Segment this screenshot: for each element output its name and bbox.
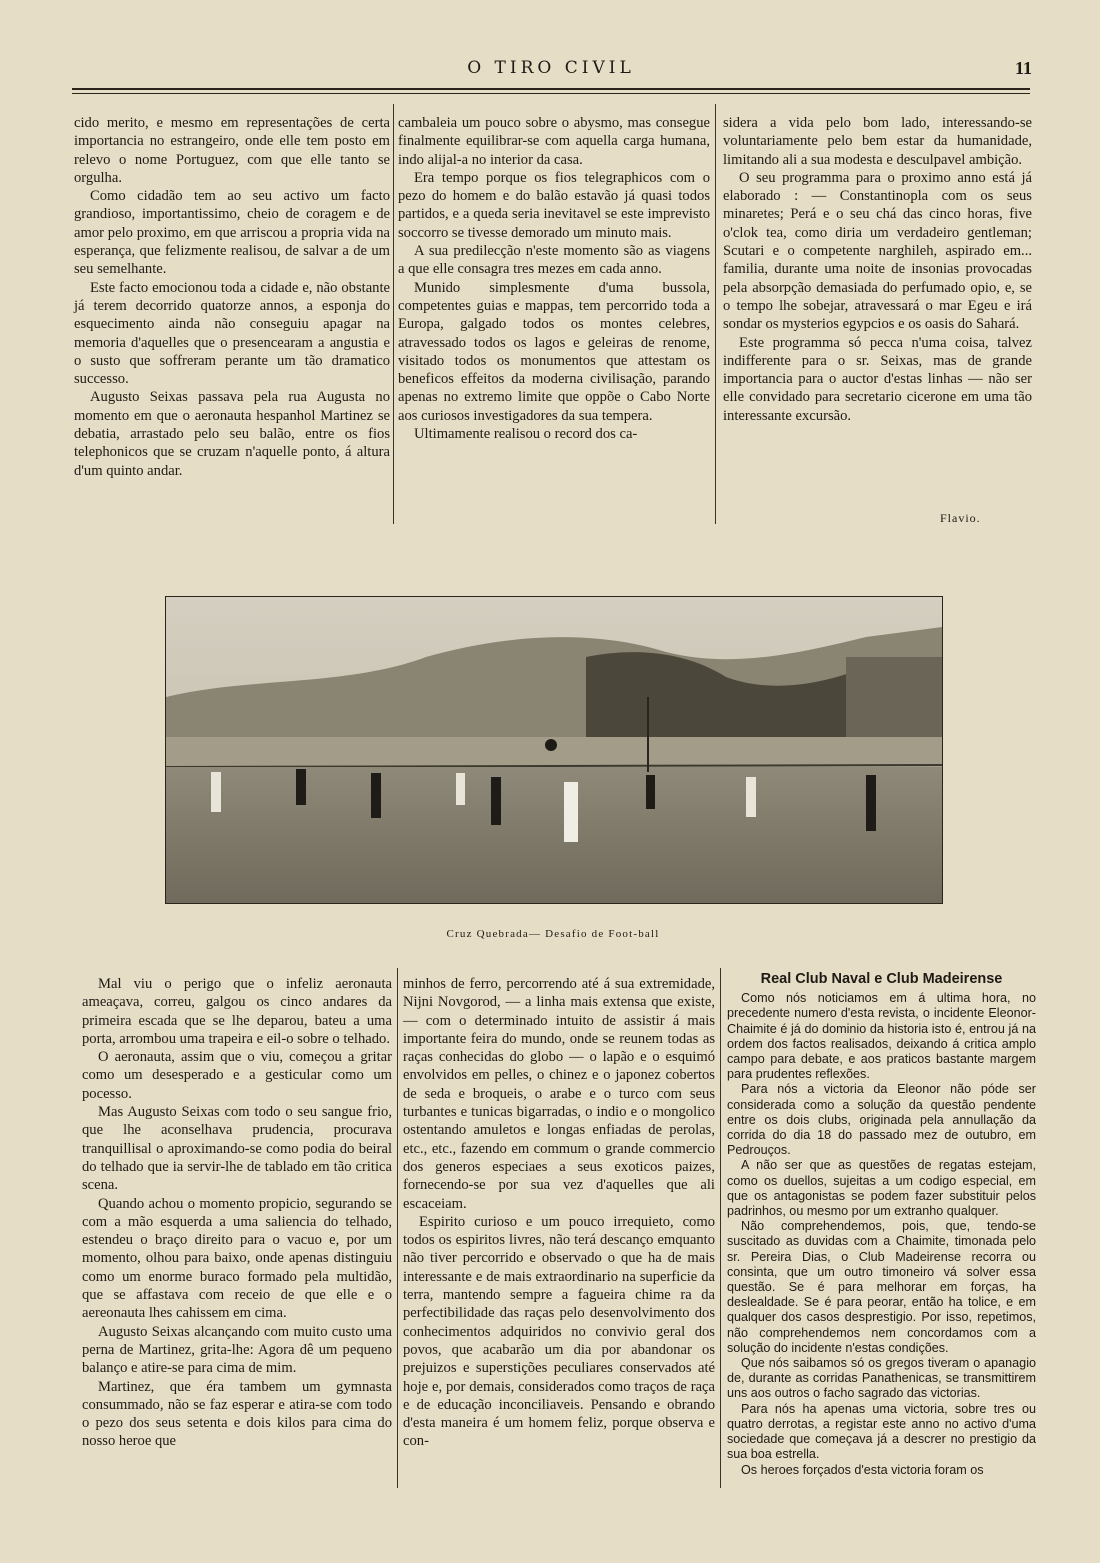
paragraph: O aeronauta, assim que o viu, começou a gritar como um desesperado e a gesticular como um pocesso. — [82, 1049, 392, 1102]
paragraph: Era tempo porque os fios telegraphicos com o pezo do homem e do balão estavão já quasi todos partidos, e a queda seria inevitavel se este imprevisto soccorro se tivesse demorado um minuto mais. — [398, 169, 710, 241]
page-number: 11 — [1014, 58, 1032, 78]
bottom-column-2 — [403, 975, 715, 1451]
paragraph: sidera a vida pelo bom lado, interessando-se voluntariamente pelo bem estar da humanidade, limitando ali a sua modesta e desculpavel ambição. — [723, 115, 1032, 168]
paragraph: Mas Augusto Seixas com todo o seu sangue frio, que lhe aconselhava prudencia, procurava tranquillisal o aproximando-se como podia do beiral do telhado que ia servir-lhe de tablado em tão critica scena. — [82, 1104, 392, 1194]
paragraph: Mal viu o perigo que o infeliz aeronauta ameaçava, correu, galgou os cinco andares da primeira escada que se lhe deparou, bateu a uma porta, arrombou uma trapeira e eil-o sobre o telhado. — [82, 976, 392, 1047]
bottom-column-1 — [82, 975, 392, 1451]
paragraph: Munido simplesmente d'uma bussola, competentes guias e mappas, tem percorrido toda a Europa, galgado todos os montes celebres, atravessado todos os lagos e geleiras de renome, visitado todos os monumentos que attestam os beneficos effeitos da moderna civilisação, parando apenas no extremo limite que oppõe o Cabo Norte aos curiosos investigadores da sua tempera. — [398, 279, 710, 424]
section-heading: Real Club Naval e Club Madeirense — [760, 971, 1003, 987]
running-title: O TIRO CIVIL — [467, 58, 635, 78]
paragraph: Os heroes forçados d'esta victoria foram os — [741, 1462, 984, 1477]
column-divider — [397, 968, 398, 1488]
running-header — [70, 52, 1032, 82]
top-column-2 — [398, 114, 710, 443]
header-rule-thick — [72, 88, 1030, 90]
paragraph: A sua predilecção n'este momento são as viagens a que elle consagra tres mezes em cada anno. — [398, 243, 710, 278]
football-match-photo — [165, 596, 943, 904]
paragraph: Martinez, que éra tambem um gymnasta consummado, não se faz esperar e atira-se com todo o pezo dos seus setenta e dois kilos para cima do nosso heroe que — [82, 1378, 392, 1450]
photo-illustration — [166, 597, 942, 903]
paragraph: cido merito, e mesmo em representações de certa importancia no estrangeiro, onde elle tem posto em relevo o nome Portuguez, com que elle tanto se orgulha. — [74, 115, 390, 186]
top-column-1 — [74, 114, 390, 480]
paragraph: Para nós a victoria da Eleonor não póde ser considerada como a solução da questão pendente entre os dois clubs, originada pela annullação da corrida do dia 18 do passado mez de outubro, em Pedrouços. — [727, 1082, 1036, 1158]
header-rule-thin — [72, 93, 1030, 94]
author-signature: Flavio. — [940, 511, 981, 525]
paragraph: A não ser que as questões de regatas estejam, como os duellos, sujeitas a um codigo especial, em que os antagonistas se podem fazer substituir pelos padrinhos, ou mesmo por um extranho qualquer. — [727, 1158, 1036, 1219]
paragraph: Augusto Seixas passava pela rua Augusta no momento em que o aeronauta hespanhol Martinez se debatia, arrastado pelo seu balão, entre os fios telephonicos que se cruzam n'aquelle ponto, á altura d'um quinto andar. — [74, 389, 390, 479]
paragraph: Para nós ha apenas uma victoria, sobre tres ou quatro derrotas, a registar este anno no activo d'uma sociedade que começava já a descrer no prestigio da sua boa estrella. — [727, 1401, 1036, 1462]
column-divider — [393, 104, 394, 524]
paragraph: minhos de ferro, percorrendo até á sua extremidade, Nijni Novgorod, — a linha mais extensa que existe, — com o determinado intuito de assistir á mais importante feira do mundo, onde se reunem todas as raças conhecidas do globo — o lapão e o esquimó envolvidos em pelles, o chinez e o japonez cobertos de seda e broqueis, o arabe e o turco com seus turbantes e tunicas bigarradas, o indio e o mongolico ostentando amuletos e longas enfiadas de perolas, etc., etc., fazendo em commum o grande commercio dos generos especiaes a seus exoticos paizes, fornecendo-se por sua vez d'aquelles que ali escaceiam. — [403, 976, 715, 1212]
paragraph: Que nós saibamos só os gregos tiveram o apanagio de, durante as corridas Panathenicas, se transmittirem uns aos outros o facho sagrado das victorias. — [727, 1356, 1036, 1401]
paragraph: cambaleia um pouco sobre o abysmo, mas consegue finalmente equilibrar-se com aquella carga humana, indo alijal-a no interior da casa. — [398, 115, 710, 168]
paragraph: Este programma só pecca n'uma coisa, talvez indifferente para o sr. Seixas, mas de grande importancia para o auctor d'estas linhas — não ser elle convidado para secretario cicerone em uma tão interessante excursão. — [723, 334, 1032, 424]
top-column-3 — [723, 114, 1032, 425]
paragraph: Como cidadão tem ao seu activo um facto grandioso, importantissimo, cheio de coragem e de amor pelo proximo, em que arriscou a propria vida na esperança, que felizmente realisou, de salvar a de um seu semelhante. — [74, 188, 390, 278]
paragraph: Espirito curioso e um pouco irrequieto, como todos os espiritos livres, não terá descanço emquanto não tiver percorrido e observado o que ha de mais interessante e de mais extraordinario na superficie da terra, mantendo sempre a fagueira chime ra da perfectibilidade das raças pelo desenvolvimento dos conhecimentos adquiridos no convivio geral dos povos, que acabarão um dia por abandonar os prejuizos e superstições peculiares conservados até hoje e, por demais, considerados como traços de raça e de educação inconciliaveis. Pensando e obrando d'esta maneira é um homem feliz, porque observa e con- — [403, 1213, 715, 1450]
paragraph: Ultimamente realisou o record dos ca- — [414, 426, 638, 443]
paragraph: Não comprehendemos, pois, que, tendo-se suscitado as duvidas com a Chaimite, timonada pelo sr. Pereira Dias, o Club Madeirense recorra ou consinta, que um outro timoneiro vá solver essa questão. Se é para melhorar em forças, ha deslealdade. Se é para peorar, então ha tolice, e em qualquer dos casos desprestigio. Por isso, repetimos, não comprehendemos nem concordamos com a solução do incidente n'estas condições. — [727, 1219, 1036, 1355]
paragraph: O seu programma para o proximo anno está já elaborado : — Constantinopla com os seus minaretes; Perá e o seu chá das cinco horas, five o'clok tea, como diria um verdadeiro gentleman; Scutari e o competente narghileh, aspirado em... familia, durante uma noite de insonias provocadas pela absorpção demasiada do perfumado opio, e, se o tempo lhe sobejar, atravessará o mar Egeu e irá sondar os mysterios egypcios e os oasis do Sahará. — [723, 169, 1032, 333]
paragraph: Como nós noticiamos em á ultima hora, no precedente numero d'esta revista, o incidente Eleonor-Chaimite é já do dominio da historia isto é, entrou já na ordem dos factos realisados, deixando á critica amplo campo para debate, e aos praticos bastante margem para prudentes reflexões. — [727, 991, 1036, 1082]
paragraph: Este facto emocionou toda a cidade e, não obstante já terem decorrido quatorze annos, a esponja do esquecimento ainda não conseguiu apagar na memoria d'aquelles que o presencearam a angustia e o susto que soffreram perante um tão dramatico successo. — [74, 279, 390, 388]
photo-caption: Cruz Quebrada— Desafio de Foot-ball — [446, 928, 660, 940]
bottom-column-3 — [727, 972, 1036, 1478]
paragraph: Augusto Seixas alcançando com muito custo uma perna de Martinez, grita-lhe: Agora dê um pequeno balanço e atire-se para cima de mim. — [82, 1323, 392, 1377]
column-divider — [715, 104, 716, 524]
paragraph: Quando achou o momento propicio, segurando se com a mão esquerda a uma saliencia do telhado, estendeu o braço direito para o vacuo e, por um momento, olhou para baixo, onde apenas distinguiu como um enorme buraco formado pela multidão, que se affastava com receio de que elle e o aereonauta lhes cahissem em cima. — [82, 1195, 392, 1322]
column-divider — [720, 968, 721, 1488]
